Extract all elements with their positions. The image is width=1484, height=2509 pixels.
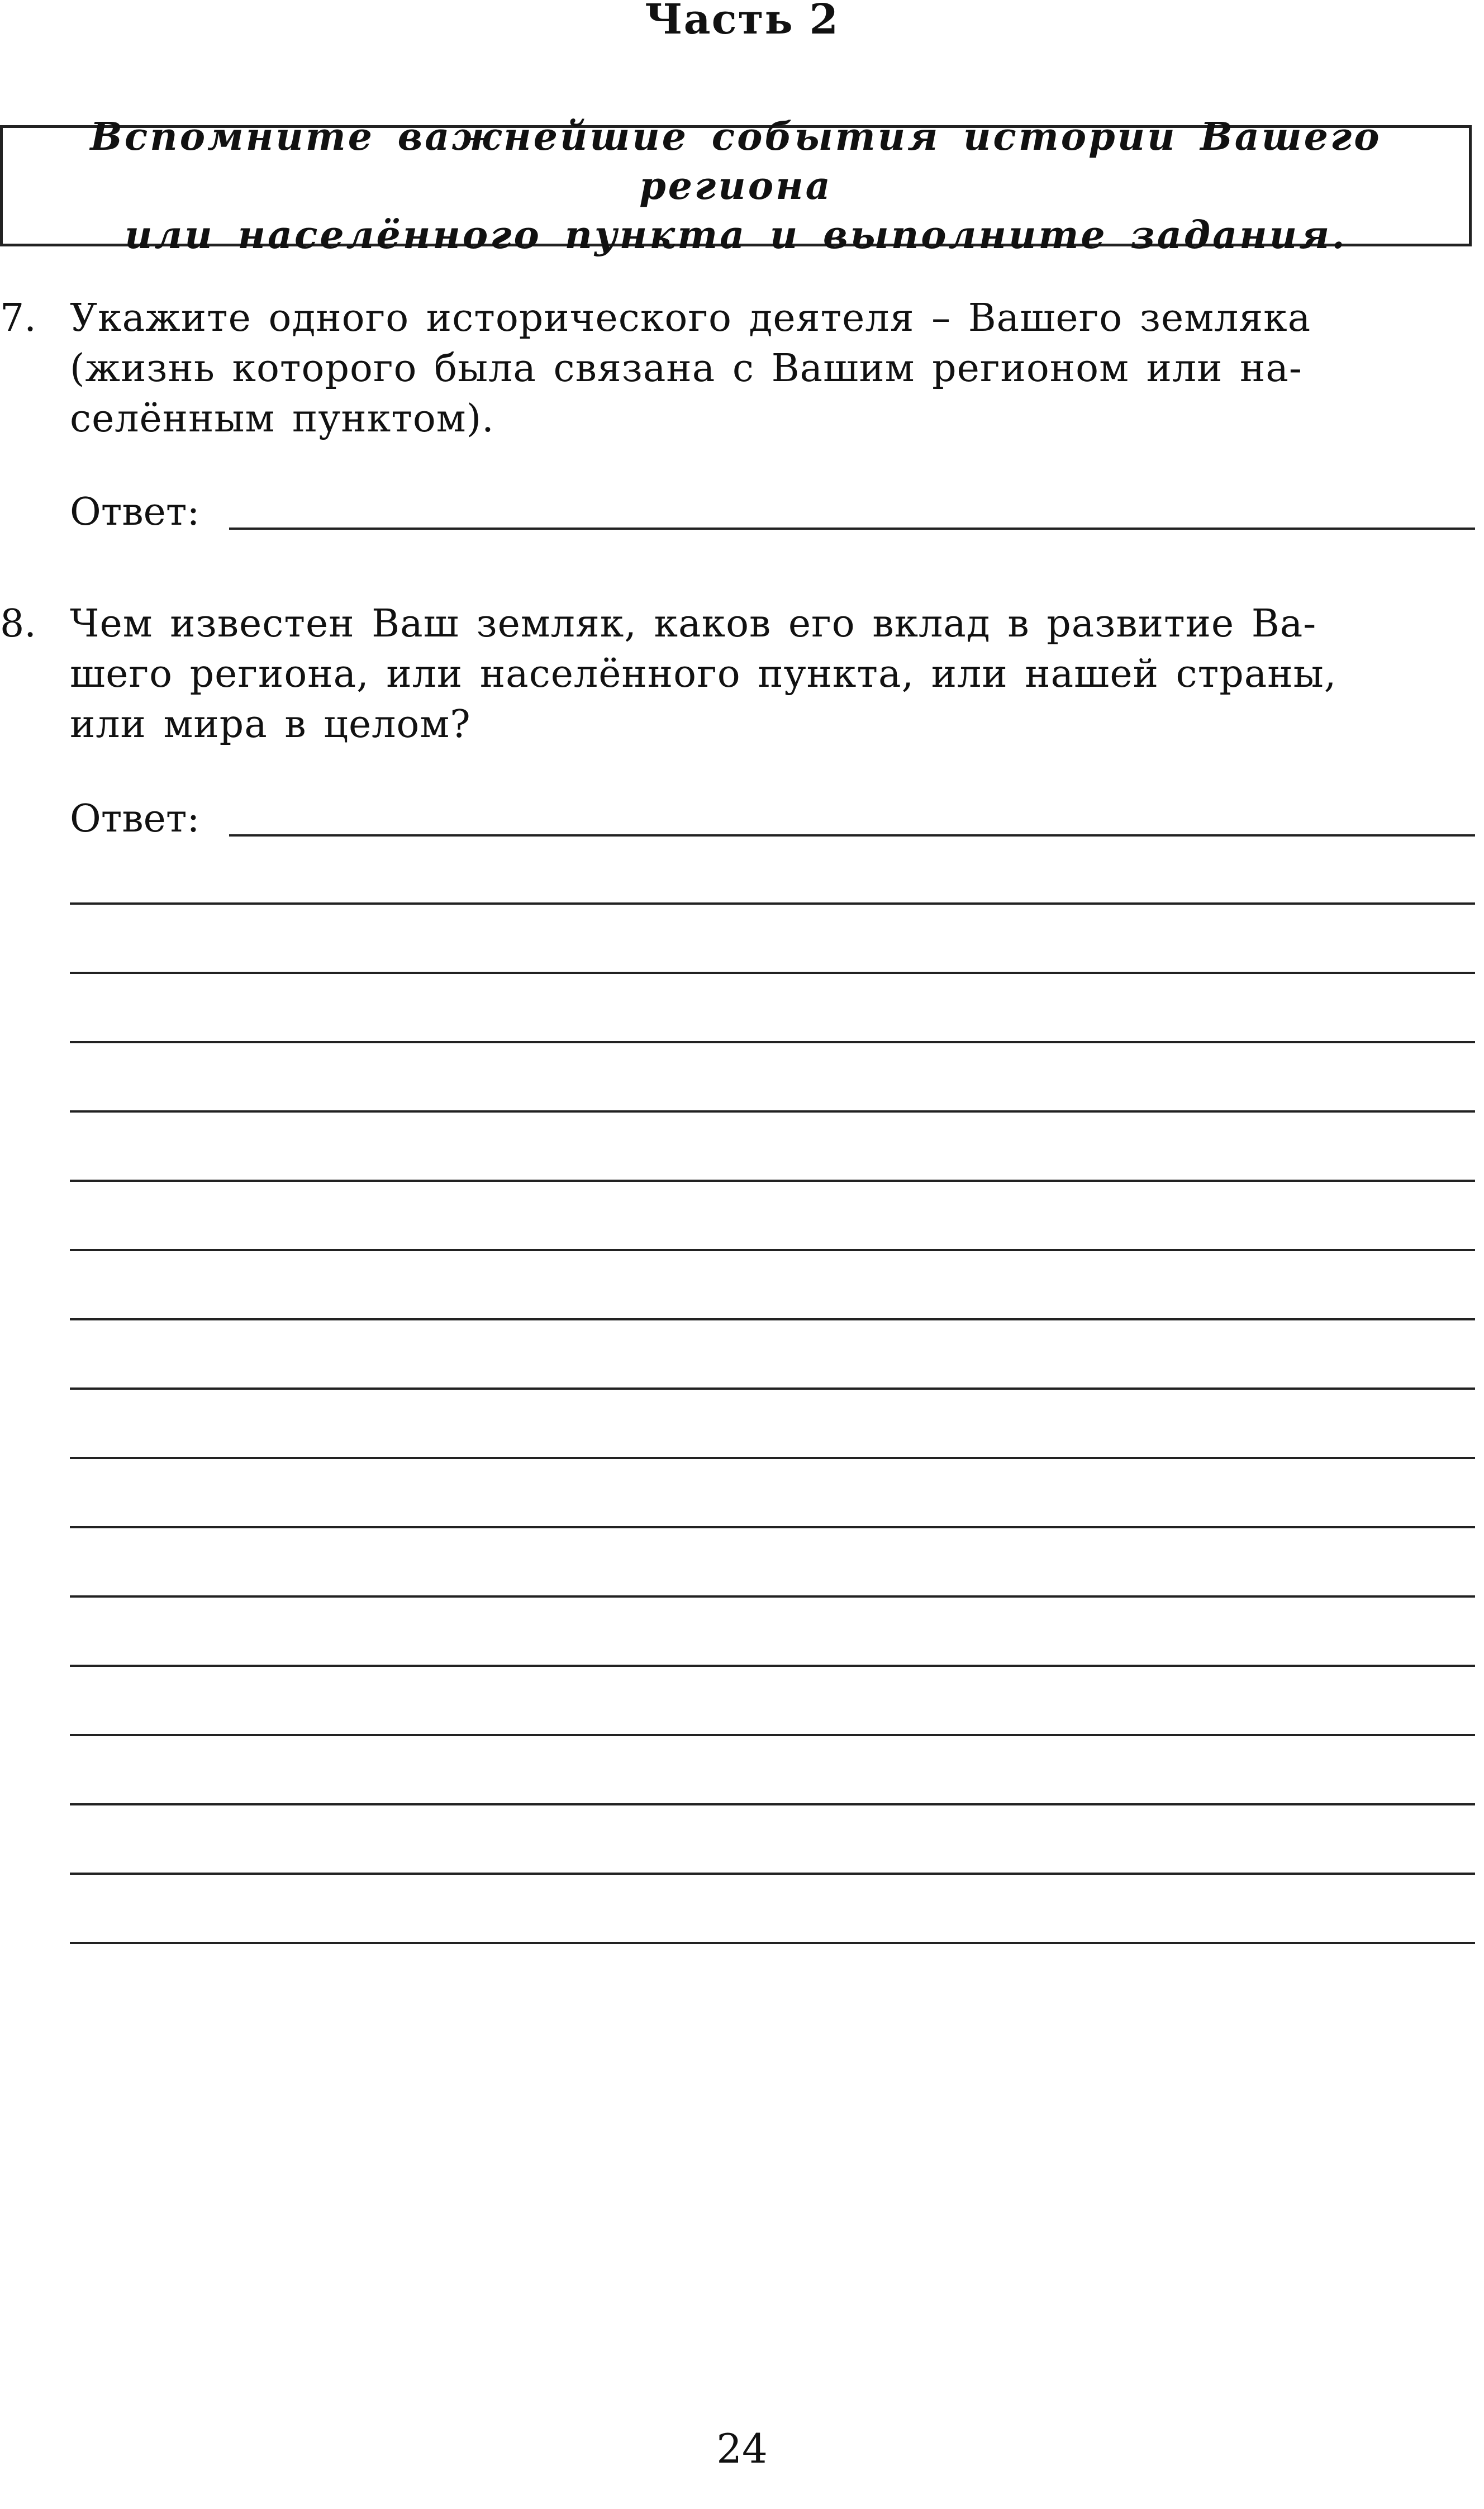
- answer-rule[interactable]: [70, 1387, 1475, 1390]
- instruction-line-1: Вспомните важнейшие события истории Вашего региона: [90, 114, 1382, 208]
- task-question: [70, 599, 1475, 750]
- answer-rule[interactable]: [70, 1318, 1475, 1320]
- answer-rule[interactable]: [70, 1526, 1475, 1528]
- instruction-box: [0, 114, 1472, 258]
- answer-rule[interactable]: [70, 1457, 1475, 1459]
- task-line: Укажите одного исторического деятеля – Вашего земляка: [70, 296, 1311, 340]
- answer-rule[interactable]: [70, 1041, 1475, 1043]
- answer-rule[interactable]: [70, 1595, 1475, 1598]
- answer-label: Ответ:: [70, 797, 200, 841]
- task-number: 8.: [0, 602, 36, 646]
- part-title: Часть 2: [645, 0, 839, 44]
- answer-label: Ответ:: [70, 490, 200, 534]
- task-line: или мира в целом?: [70, 702, 471, 747]
- task-line: Чем известен Ваш земляк, каков его вклад в развитие Ва-: [70, 602, 1317, 646]
- task-line: (жизнь которого была связана с Вашим регионом или на-: [70, 346, 1302, 391]
- task-question: [70, 293, 1475, 444]
- instruction-line-2: или населённого пункта и выполните задания.: [125, 212, 1347, 258]
- answer-line-input[interactable]: [229, 834, 1475, 837]
- task-number: 7.: [0, 296, 36, 340]
- answer-rule[interactable]: [70, 1180, 1475, 1182]
- answer-row-task-7: [70, 487, 1475, 538]
- answer-line-input[interactable]: [229, 528, 1475, 530]
- instruction-text: [3, 112, 1469, 260]
- task-line: селённым пунктом).: [70, 397, 494, 441]
- answer-row-task-8: [70, 794, 1475, 844]
- answer-rule[interactable]: [70, 972, 1475, 974]
- answer-rule[interactable]: [70, 1942, 1475, 1944]
- answer-rule[interactable]: [70, 1734, 1475, 1736]
- task-line: шего региона, или населённого пункта, или нашей страны,: [70, 652, 1337, 696]
- answer-rule[interactable]: [70, 1110, 1475, 1113]
- page-number: 24: [716, 2425, 768, 2472]
- answer-rule[interactable]: [70, 1665, 1475, 1667]
- answer-rule[interactable]: [70, 1873, 1475, 1875]
- answer-rule[interactable]: [70, 902, 1475, 905]
- answer-rule[interactable]: [70, 1803, 1475, 1805]
- answer-rule[interactable]: [70, 1249, 1475, 1251]
